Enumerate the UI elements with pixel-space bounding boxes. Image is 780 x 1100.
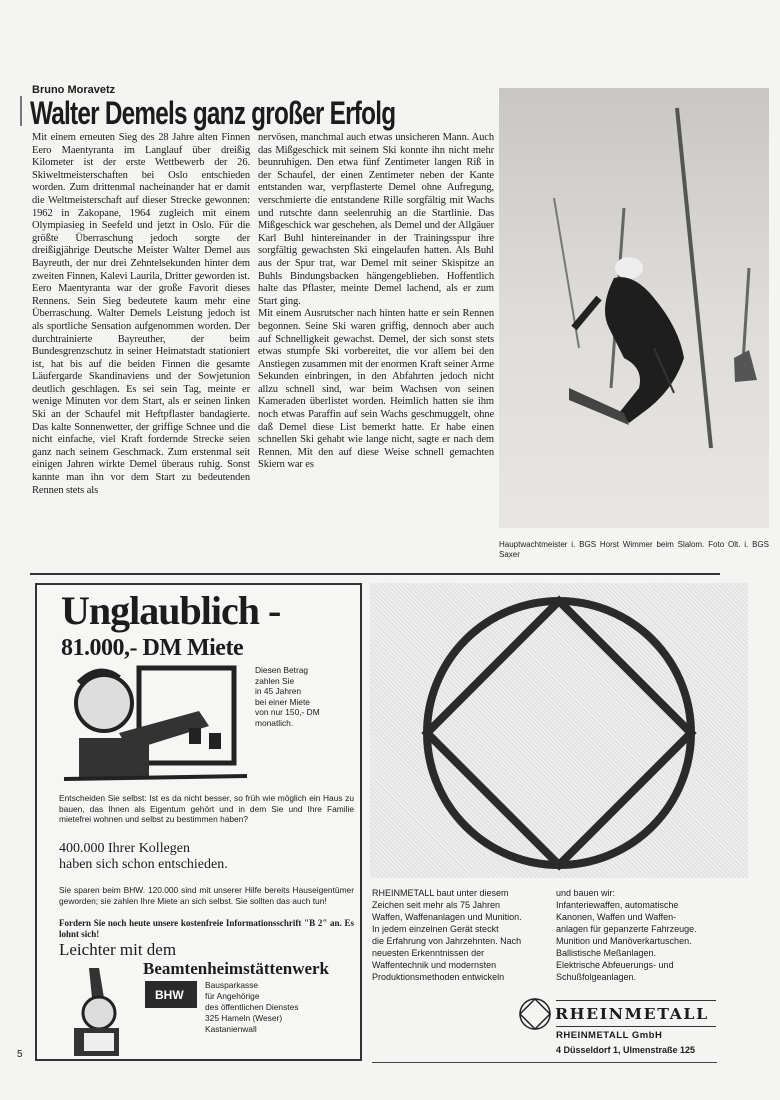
text-line: bei einer Miete — [255, 696, 310, 707]
text-line: monatlich. — [255, 717, 294, 728]
ad-heading — [59, 841, 228, 873]
ad-paragraph: Sie sparen beim BHW. 120.000 sind mit unserer Hilfe bereits Hauseigentümer geworden; sie zahlen Ihre Miete an sich selbst. Sie sollten das auch tun! — [59, 885, 354, 906]
bhw-advertisement — [35, 583, 362, 1061]
text-line: Zeichen seit mehr als 75 Jahren — [372, 900, 501, 910]
ad-call-to-action: Fordern Sie noch heute unsere kostenfreie Informationsschrift "B 2" an. Es lohnt sich! — [59, 918, 354, 939]
divider — [556, 1026, 716, 1027]
paragraph: Mit einem erneuten Sieg des 28 Jahre alten Finnen Eero Maentyranta im Langlauf über dreißig Kilometer ist der erste Wettbewerb der 26. Skiweltmeisterschaften bei Oslo entschieden worden. Zum drittenmal nacheinander hat er damit die Weltmeisterschaft auf dieser Strecke gewonnen: 1962 in Zakopane, 1964 zugleich mit einem Olympiasieg in Seefeld und jetzt in Oslo. Für die größte Überraschung jedoch sorgte der dreißigjährige Deutsche Meister Walter Demel aus Bayreuth, der nur drei Zehntelsekunden hinter dem zweiten Finnen, Kalevi Laurila, Dritter geworden ist. — [32, 132, 250, 282]
skier-slalom-photo — [499, 88, 769, 528]
text-line: Kanonen, Waffen und Waffen- — [556, 912, 677, 922]
photo-caption: Hauptwachtmeister i. BGS Horst Wimmer beim Slalom. Foto Olt. i. BGS Saxer — [499, 540, 769, 559]
text-line: in 45 Jahren — [255, 686, 302, 697]
text-line: anlagen für gepanzerte Fahrzeuge. — [556, 924, 697, 934]
text-line: neuesten Erkenntnissen der — [372, 948, 485, 958]
text-line: von nur 150,- DM — [255, 707, 320, 718]
ad-side-text — [255, 665, 320, 729]
text-line: die Erfahrung von Jahrzehnten. Nach — [372, 936, 522, 946]
text-line: des öffentlichen Dienstes — [205, 1002, 299, 1012]
text-line: In jedem einzelnen Gerät steckt — [372, 924, 499, 934]
ad-subheadline: 81.000,- DM Miete — [61, 635, 244, 661]
bhw-logo: BHW — [145, 981, 197, 1008]
text-line: Waffen, Waffenanlagen und Munition. — [372, 912, 522, 922]
paragraph: nervösen, manchmal auch etwas unsicheren Mann. Auch das Mißgeschick mit seinem Ski konnte ihn nicht mehr beunruhigen. Den etwa fünf Zentimeter langen Riß in der Schaufel, der einen Zentimeter neben der Kante entstanden war, verpflasterte Demel ohne Aufregung, verschmierte die entstandene Rille sorgfältig mit Wachs und rutschte dann seelenruhig an die Startlinie. Das Mißgeschick war geschehen, als Demel und der Allgäuer Karl Buhl hintereinander in der Trainingsspur ihre sorgfältig gewachsten Ski eingelaufen hatten. Als Buhl aus der Spur trat, war Demel mit seiner Skispitze an Buhls Bindungsbacken hängengeblieben. Hoffentlich halte das Pflaster, meinte Demel lachend, als er zum Start ging. — [258, 132, 494, 307]
text-line: Elektrische Abfeuerungs- und — [556, 960, 674, 970]
ad-slogan: Leichter mit dem — [59, 940, 177, 959]
article-column-1 — [32, 132, 250, 497]
text-line: Munition und Manöverkartuschen. — [556, 936, 692, 946]
mascot-illustration — [59, 963, 139, 1058]
text-line: zahlen Sie — [255, 675, 295, 686]
ad-paragraph: Entscheiden Sie selbst: Ist es da nicht besser, so früh wie möglich ein Haus zu bauen, das Ihnen als Eigentum gehört und in dem Sie und Ihre Familie mietefrei wohnen und selbst zu bestimmen haben? — [59, 793, 354, 824]
text-line: Infanteriewaffen, automatische — [556, 900, 679, 910]
divider — [556, 1000, 716, 1001]
text-line: haben sich schon entschieden. — [59, 857, 228, 872]
text-line: Ballistische Meßanlagen. — [556, 948, 657, 958]
divider — [30, 573, 720, 575]
rheinmetall-emblem-image — [370, 583, 748, 878]
text-line: Produktionsmethoden entwickeln — [372, 972, 505, 982]
article-title: Walter Demels ganz großer Erfolg — [30, 95, 396, 131]
paragraph: Eero Maentyranta war der große Favorit dieses Rennens. Sein Sieg bedeutete kaum mehr eine Überraschung. Walter Demels Leistung jedoch ist als sportliche Sensation aufgenommen worden. Der durchtrainierte Bayreuther, der beim Bundesgrenzschutz in seiner Heimatstadt stationiert ist, hat bis auf die beiden Finnen die gesamte Läufergarde Skandinaviens und der Sowjetunion deutlich geschlagen. Es sei sein Tag, meinte er wenige Minuten vor dem Start, als er seinen linken Ski an der Schaufel mit Heftpflaster bandagierte. Das kalte Sonnenwetter, der griffige Schnee und die nicht einfache, viel Kraft fordernde Strecke seien ganz nach seinem Geschmack. Zum erstenmal seit einigen Jahren wirkte Demel überaus ruhig. Sonst kannte man ihn vor dem Start zu bedeutenden Rennen stets als — [32, 283, 250, 496]
page-number: 5 — [17, 1049, 23, 1060]
article-column-2 — [258, 132, 494, 472]
rheinmetall-company: RHEINMETALL GmbH — [556, 1030, 663, 1041]
ad-company-name: Beamtenheimstättenwerk — [143, 959, 330, 978]
text-line: RHEINMETALL baut unter diesem — [372, 888, 509, 898]
author-byline: Bruno Moravetz — [32, 84, 116, 96]
text-line: Kastanienwall — [205, 1024, 257, 1034]
text-line: 325 Hameln (Weser) — [205, 1013, 283, 1023]
text-line: und bauen wir: — [556, 888, 616, 898]
ad-headline: Unglaublich - — [61, 588, 281, 633]
text-line: für Angehörige — [205, 991, 260, 1001]
rheinmetall-text-col2 — [556, 887, 697, 983]
text-line: Waffentechnik und modernsten — [372, 960, 497, 970]
text-line: Diesen Betrag — [255, 665, 309, 675]
margin-mark — [20, 96, 22, 126]
text-line: Bausparkasse — [205, 980, 259, 990]
text-line: Schußfolgeanlagen. — [556, 972, 637, 982]
rheinmetall-address: 4 Düsseldorf 1, Ulmenstraße 125 — [556, 1045, 696, 1055]
rheinmetall-logo-icon — [518, 997, 552, 1031]
text-line: 400.000 Ihrer Kollegen — [59, 841, 191, 856]
paragraph: Mit einem Ausrutscher nach hinten hatte er sein Rennen begonnen. Seine Ski waren griffig, dennoch aber auch auf Schnelligkeit gewachst. Demel, der sich sonst stets etwas stumpfe Ski vorbereitet, die vor allem bei den Anstiegen zusammen mit der enormen Kraft seiner Arme Sekunden einbringen, in den Abfahrten jedoch nicht allzu schnell sind, war beim Wachsen von seinen Kameraden überlistet worden. Heimlich hatten sie ihm noch etwas Paraffin auf sein Wachs geschmuggelt, ohne daß Demel diese List bemerkt hatte. Er habe einen schnellen Ski gehabt wie lange nicht, sagte er nach dem Rennen. Mit den auf diese Weise schnell gemachten Skiern war es — [258, 308, 494, 471]
rheinmetall-wordmark: RHEINMETALL — [555, 1005, 709, 1023]
divider — [372, 1062, 717, 1063]
man-paying-rent-illustration — [59, 663, 249, 783]
ad-address — [205, 980, 298, 1035]
rheinmetall-text-col1 — [372, 887, 522, 983]
